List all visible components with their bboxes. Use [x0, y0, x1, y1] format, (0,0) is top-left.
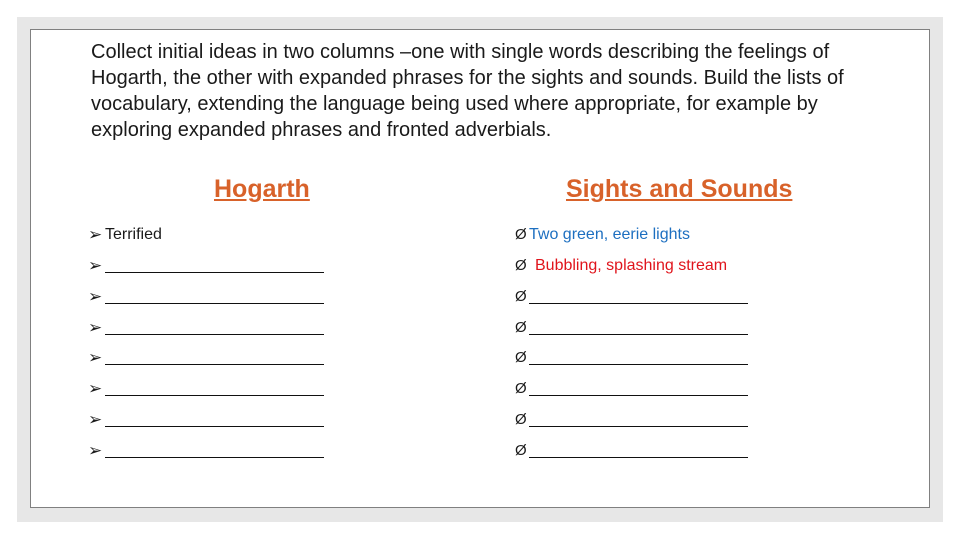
- right-list-item: [515, 317, 748, 339]
- left-list-item: [88, 409, 324, 431]
- o-slash-bullet-icon: Ø: [515, 349, 527, 366]
- o-slash-bullet-icon: Ø: [515, 411, 527, 428]
- left-list-item: [88, 255, 324, 277]
- left-item-text: Terrified: [105, 226, 162, 243]
- blank-line[interactable]: [105, 364, 324, 365]
- blank-line[interactable]: [529, 364, 748, 365]
- o-slash-bullet-icon: Ø: [515, 442, 527, 459]
- left-list-item: [88, 286, 324, 308]
- right-list-item: [515, 378, 748, 400]
- arrow-bullet-icon: ➢: [88, 348, 103, 367]
- blank-line[interactable]: [529, 395, 748, 396]
- right-item-text: Bubbling, splashing stream: [535, 257, 728, 274]
- o-slash-bullet-icon: Ø: [515, 319, 527, 336]
- right-list-item: [515, 440, 748, 462]
- arrow-bullet-icon: ➢: [88, 225, 103, 244]
- arrow-bullet-icon: ➢: [88, 287, 103, 306]
- arrow-bullet-icon: ➢: [88, 256, 103, 275]
- blank-line[interactable]: [105, 303, 324, 304]
- left-list-item: [88, 347, 324, 369]
- left-list-item: [88, 317, 324, 339]
- arrow-bullet-icon: ➢: [88, 410, 103, 429]
- blank-line[interactable]: [529, 457, 748, 458]
- o-slash-bullet-icon: Ø: [515, 380, 527, 397]
- arrow-bullet-icon: ➢: [88, 441, 103, 460]
- o-slash-bullet-icon: Ø: [515, 288, 527, 305]
- right-list-item: [515, 255, 727, 277]
- right-item-text: Two green, eerie lights: [529, 226, 690, 243]
- instructions-text: Collect initial ideas in two columns –one with single words describing the feelings of Hogarth, the other with expanded phrases for the sights and sounds. Build the lists of vocabulary, extending the language being used where appropriate, for example by exploring expanded phrases and fronted adverbials.: [91, 41, 844, 141]
- blank-line[interactable]: [105, 272, 324, 273]
- o-slash-bullet-icon: Ø: [515, 257, 527, 274]
- blank-line[interactable]: [529, 334, 748, 335]
- blank-line[interactable]: [105, 426, 324, 427]
- blank-line[interactable]: [105, 334, 324, 335]
- right-list-item: [515, 286, 748, 308]
- sights-and-sounds-heading: Sights and Sounds: [566, 175, 793, 203]
- blank-line[interactable]: [105, 457, 324, 458]
- blank-line[interactable]: [529, 426, 748, 427]
- left-list-item: [88, 440, 324, 462]
- blank-line[interactable]: [105, 395, 324, 396]
- right-list-item: [515, 409, 748, 431]
- blank-line[interactable]: [529, 303, 748, 304]
- arrow-bullet-icon: ➢: [88, 318, 103, 337]
- left-list-item: [88, 378, 324, 400]
- o-slash-bullet-icon: Ø: [515, 226, 527, 243]
- hogarth-heading: Hogarth: [214, 175, 310, 203]
- left-list-item: [88, 224, 162, 246]
- arrow-bullet-icon: ➢: [88, 379, 103, 398]
- right-list-item: [515, 347, 748, 369]
- right-list-item: [515, 224, 690, 246]
